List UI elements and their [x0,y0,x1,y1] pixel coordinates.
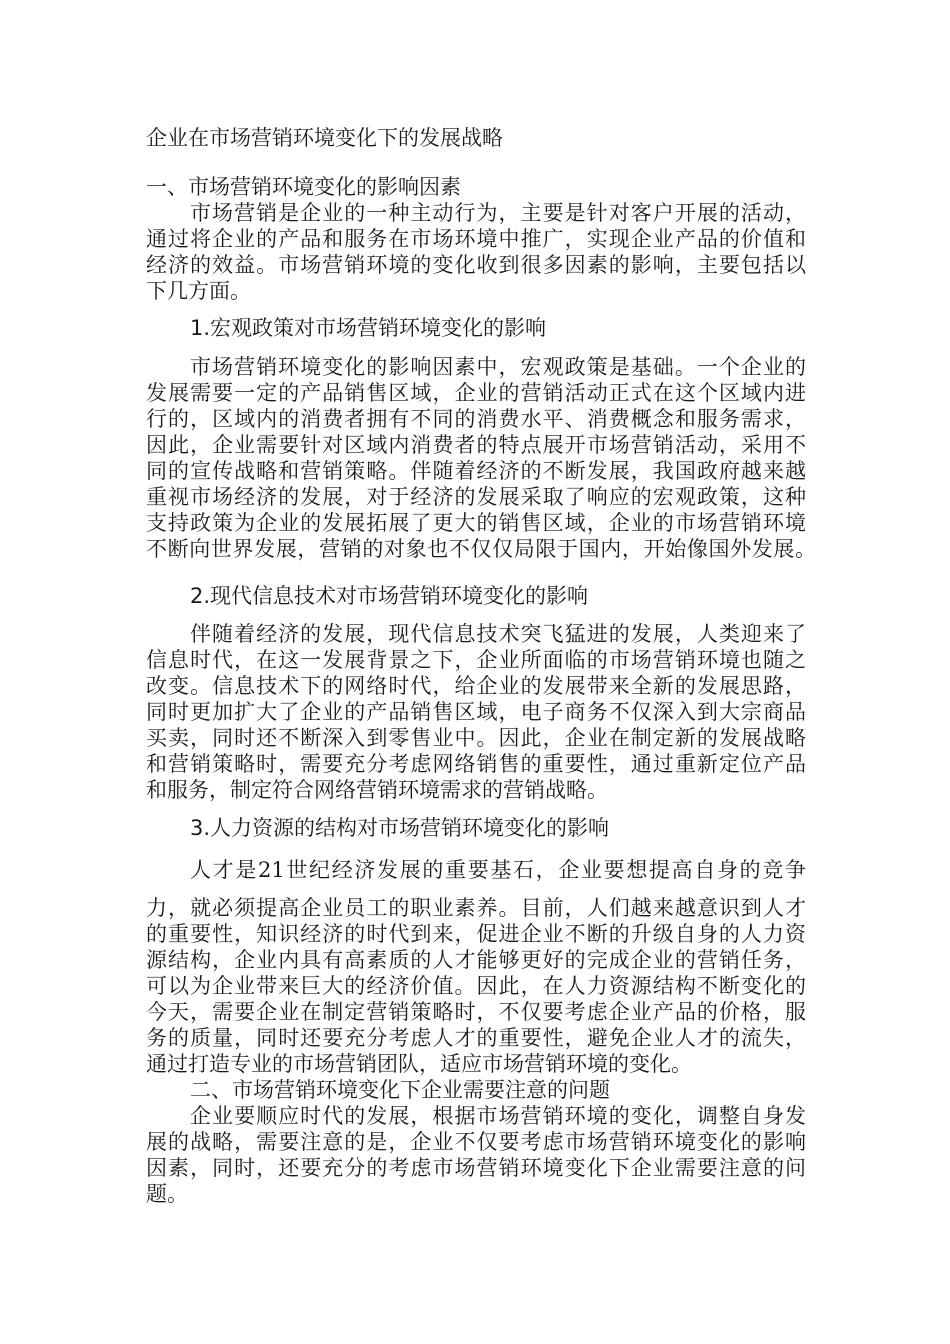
paragraph-line: 同时更加扩大了企业的产品销售区域，电子商务不仅深入到大宗商品 [146,700,806,724]
paragraph-line: 伴随着经济的发展，现代信息技术突飞猛进的发展，人类迎来了 [190,622,806,646]
paragraph-line: 可以为企业带来巨大的经济价值。因此，在人力资源结构不断变化的 [146,974,806,998]
paragraph-line: 经济的效益。市场营销环境的变化收到很多因素的影响，主要包括以 [146,253,806,277]
document-title: 企业在市场营销环境变化下的发展战略 [146,126,503,150]
paragraph-line: 企业要顺应时代的发展，根据市场营销环境的变化，调整自身发 [190,1104,806,1128]
section-heading: 二、市场营销环境变化下企业需要注意的问题 [190,1078,610,1102]
paragraph-line: 和营销策略时，需要充分考虑网络销售的重要性，通过重新定位产品 [146,752,806,776]
paragraph-line: 的重要性，知识经济的时代到来，促进企业不断的升级自身的人力资 [146,922,806,946]
paragraph-line: 源结构，企业内具有高素质的人才能够更好的完成企业的营销任务， [146,948,806,972]
paragraph-line: 改变。信息技术下的网络时代，给企业的发展带来全新的发展思路， [146,674,806,698]
paragraph-line: 人才是21世纪经济发展的重要基石，企业要想提高自身的竞争 [190,858,806,882]
paragraph-line: 通过打造专业的市场营销团队，适应市场营销环境的变化。 [146,1052,692,1076]
paragraph-line: 市场营销环境变化的影响因素中，宏观政策是基础。一个企业的 [190,355,806,379]
paragraph-line: 因此，企业需要针对区域内消费者的特点展开市场营销活动，采用不 [146,433,806,457]
paragraph-line: 展的战略，需要注意的是，企业不仅要考虑市场营销环境变化的影响 [146,1130,806,1154]
paragraph-line: 通过将企业的产品和服务在市场环境中推广，实现企业产品的价值和 [146,227,806,251]
paragraph-line: 同的宣传战略和营销策略。伴随着经济的不断发展，我国政府越来越 [146,459,806,483]
paragraph-line: 和服务，制定符合网络营销环境需求的营销战略。 [146,778,608,802]
subsection-heading: 2.现代信息技术对市场营销环境变化的影响 [190,584,589,608]
paragraph-line: 题。 [146,1182,188,1206]
paragraph-line: 发展需要一定的产品销售区域，企业的营销活动正式在这个区域内进 [146,381,806,405]
paragraph-line: 不断向世界发展，营销的对象也不仅仅局限于国内，开始像国外发展。 [146,537,816,561]
paragraph-line: 今天，需要企业在制定营销策略时，不仅要考虑企业产品的价格，服 [146,1000,806,1024]
paragraph-line: 重视市场经济的发展，对于经济的发展采取了响应的宏观政策，这种 [146,485,806,509]
paragraph-line: 力，就必须提高企业员工的职业素养。目前，人们越来越意识到人才 [146,896,806,920]
paragraph-line: 市场营销是企业的一种主动行为，主要是针对客户开展的活动， [190,201,806,225]
paragraph-line: 因素，同时，还要充分的考虑市场营销环境变化下企业需要注意的问 [146,1156,806,1180]
paragraph-line: 务的质量，同时还要充分考虑人才的重要性，避免企业人才的流失， [146,1026,806,1050]
subsection-heading: 1.宏观政策对市场营销环境变化的影响 [190,316,547,340]
paragraph-line: 支持政策为企业的发展拓展了更大的销售区域，企业的市场营销环境 [146,511,806,535]
paragraph-line: 买卖，同时还不断深入到零售业中。因此，企业在制定新的发展战略 [146,726,806,750]
paragraph-line: 信息时代，在这一发展背景之下，企业所面临的市场营销环境也随之 [146,648,806,672]
section-heading: 一、市场营销环境变化的影响因素 [146,175,461,199]
subsection-heading: 3.人力资源的结构对市场营销环境变化的影响 [190,816,610,840]
paragraph-line: 行的，区域内的消费者拥有不同的消费水平、消费概念和服务需求， [146,407,806,431]
paragraph-line: 下几方面。 [146,279,251,303]
